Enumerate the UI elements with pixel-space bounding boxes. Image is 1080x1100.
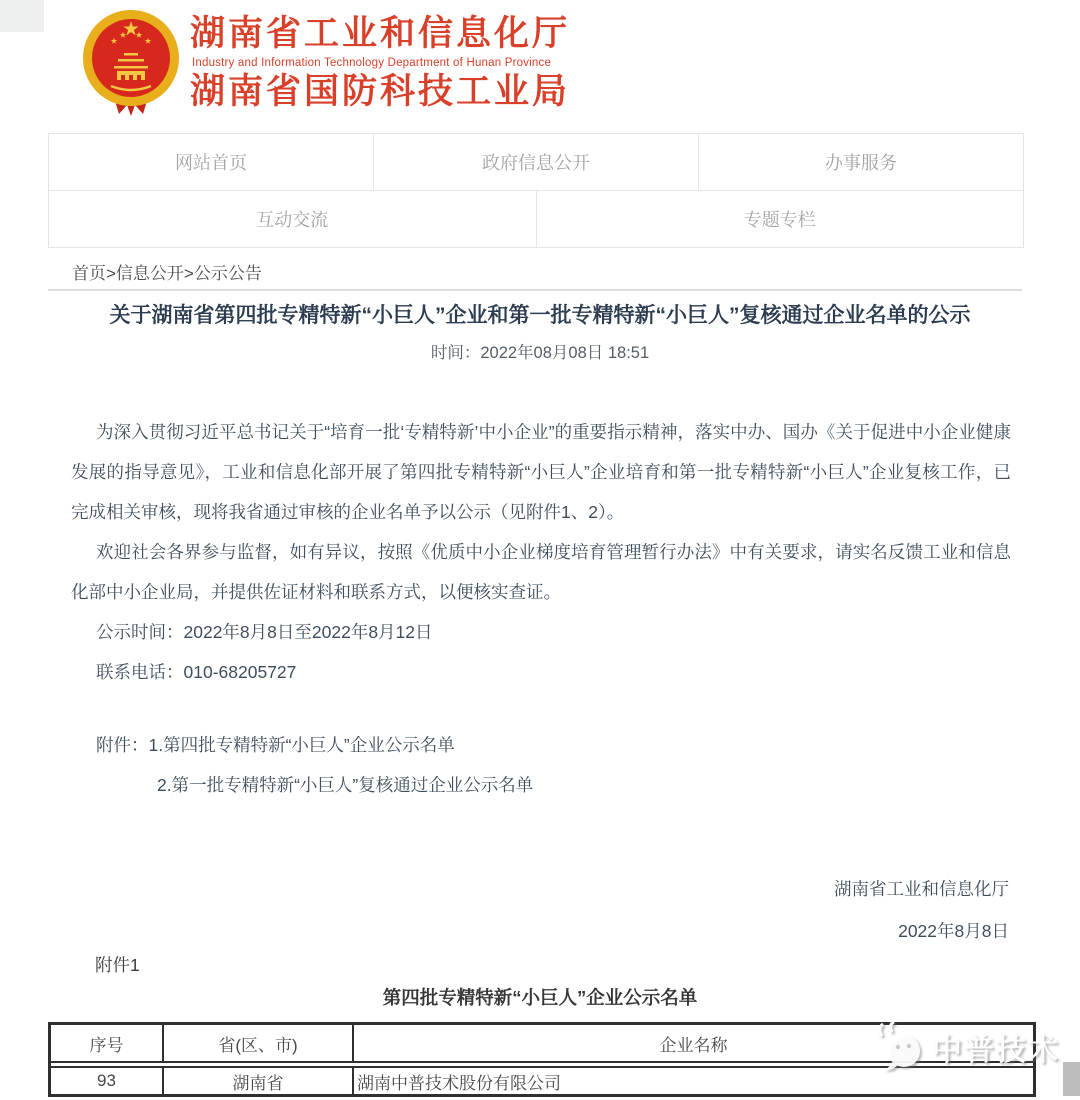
divider	[48, 289, 1022, 291]
paragraph-2: 欢迎社会各界参与监督，如有异议，按照《优质中小企业梯度培育管理暂行办法》中有关要求，请实名反馈工业和信息化部中小企业局，并提供佐证材料和联系方式，以便核实查证。	[71, 542, 1011, 602]
cell-index: 93	[51, 1068, 164, 1094]
paragraph-1: 为深入贯彻习近平总书记关于“培育一批‘专精特新’中小企业”的重要指示精神，落实中办、国办《关于促进中小企业健康发展的指导意见》，工业和信息化部开展了第四批专精特新“小巨人”企业培育和第一批专精特新“小巨人”企业复核工作，已完成相关审核，现将我省通过审核的企业名单予以公示（见附件1、2）。	[71, 422, 1011, 522]
attachment-item-1	[71, 725, 1011, 765]
org-title-en: Industry and Information Technology Department of Hunan Province	[192, 57, 552, 69]
attachments-label: 附件：	[96, 735, 149, 755]
signature-date: 2022年8月8日	[898, 921, 1009, 941]
attachment-list	[71, 725, 1011, 805]
attachment-1-text: 1.第四批专精特新“小巨人”企业公示名单	[148, 735, 455, 755]
article-title: 关于湖南省第四批专精特新“小巨人”企业和第一批专精特新“小巨人”复核通过企业名单的公示	[109, 304, 971, 327]
brand-watermark	[872, 1020, 1060, 1074]
chat-bubble-icon	[872, 1020, 928, 1074]
article-body	[71, 412, 1011, 952]
col-header-index: 序号	[51, 1025, 164, 1061]
breadcrumb[interactable]: 首页>信息公开>公示公告	[72, 264, 262, 283]
cell-company: 湖南中普技术股份有限公司	[357, 1073, 561, 1093]
corner-patch	[0, 0, 44, 32]
cell-province: 湖南省	[164, 1068, 354, 1094]
national-emblem-icon	[78, 8, 184, 120]
site-masthead	[190, 14, 570, 112]
article-timestamp: 时间：2022年08月08日 18:51	[430, 344, 650, 362]
signature-org: 湖南省工业和信息化厅	[834, 879, 1009, 899]
col-header-company: 企业名称	[659, 1035, 728, 1055]
nav-item-home[interactable]: 网站首页	[49, 134, 374, 190]
nav-item-interaction[interactable]: 互动交流	[49, 191, 537, 247]
org-title-2: 湖南省国防科技工业局	[190, 72, 571, 111]
edge-box	[1063, 1062, 1080, 1096]
watermark-text: 中普技术	[932, 1034, 1060, 1067]
nav-item-special-columns[interactable]: 专题专栏	[743, 210, 816, 230]
col-header-province: 省(区、市)	[164, 1025, 354, 1061]
table-title: 第四批专精特新“小巨人”企业公示名单	[382, 987, 698, 1008]
org-title-1: 湖南省工业和信息化厅	[190, 14, 571, 53]
annex-label: 附件1	[95, 955, 140, 975]
publicity-time-line: 公示时间：2022年8月8日至2022年8月12日	[96, 622, 433, 642]
contact-phone-line: 联系电话：010-68205727	[96, 662, 297, 682]
nav-item-gov-info[interactable]: 政府信息公开	[374, 134, 699, 190]
signature-block	[71, 868, 1011, 952]
main-nav	[48, 133, 1024, 248]
attachment-item-2: 2.第一批专精特新“小巨人”复核通过企业公示名单	[157, 775, 534, 795]
nav-item-services[interactable]: 办事服务	[825, 153, 897, 173]
